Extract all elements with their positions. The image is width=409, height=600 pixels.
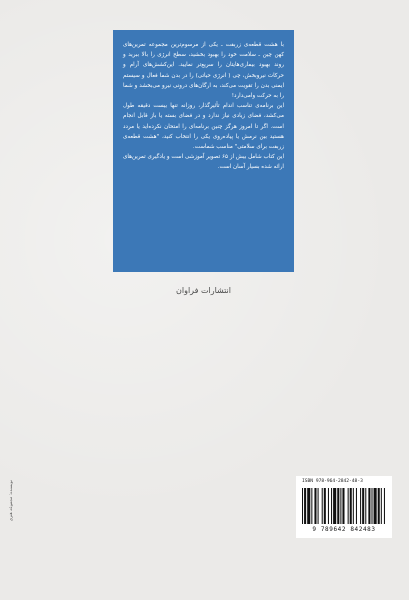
description-paragraph-2: این برنامه‌ی تناسب اندام تأثیرگذار، روزانه تنها بیست دقیقه طول می‌کشد، فضای زیادی نیاز ندارد و در فضای بسته یا باز قابل انجام است. اگر تا امروز هرگز چنین برنامه‌ای را امتحان نکرده‌اید یا مردد هستید بین نرمش یا پیاده‌روی یکی را انتخاب کنید، "هشت قطعه‌ی زربفت برای سلامتی" مناسب شماست. (123, 103, 284, 151)
barcode (296, 476, 392, 538)
publisher-name: انتشارات فراوان (175, 286, 232, 295)
description-paragraph-1: با هشت قطعه‌ی زربفت ـ یکی از مرسوم‌ترین مجموعه تمرین‌های کهن چین ـ سلامت خود را بهبود بخشید، سطح انرژی را بالا ببرید و روند بهبود بیماری‌هایتان را سریع‌تر نمایید. این‌کشش‌های آرام و حرکات نیروبخش، چی ( انرژی حیاتی) را در بدن شما فعال و سیستم ایمنی بدن را تقویت می‌کند، به ارگان‌های درونی نیرو می‌بخشد و شما را به حرکت وامی‌دارد! (123, 42, 284, 100)
description-paragraph-3: این کتاب شامل بیش از ۶۵ تصویر آموزشی است و یادگیری تمرین‌های ارائه شده بسیار آسان است. (123, 154, 284, 171)
description-box (113, 30, 294, 272)
spine-credit-text: نویسنده: مجموعه هنری (8, 480, 13, 522)
isbn-label: ISBN 978-964-2842-48-3 (302, 479, 363, 484)
barcode-bars-icon (302, 488, 386, 524)
barcode-digits: 9 789642 842483 (312, 526, 376, 533)
